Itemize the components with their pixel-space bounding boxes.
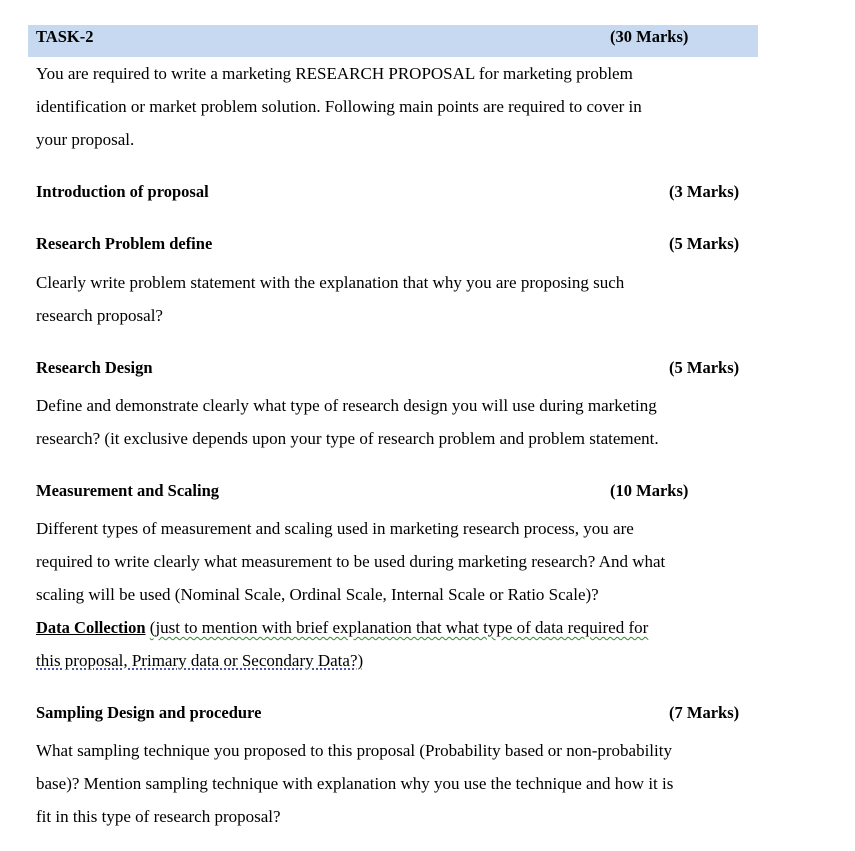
task-marks: (30 Marks)	[610, 27, 689, 46]
section-marks: (3 Marks)	[669, 182, 740, 201]
section-heading: Introduction of proposal	[36, 182, 209, 201]
data-collection-label: Data Collection	[36, 618, 146, 637]
section-line: scaling will be used (Nominal Scale, Ordinal Scale, Internal Scale or Ratio Scale)?	[36, 585, 599, 604]
section-line: required to write clearly what measurement to be used during marketing research? And what	[36, 552, 666, 571]
section-line: fit in this type of research proposal?	[36, 807, 281, 826]
section-line: research? (it exclusive depends upon your type of research problem and problem statement.	[36, 429, 659, 448]
section-heading: Research Design	[36, 358, 153, 377]
section-line: Clearly write problem statement with the explanation that why you are proposing such	[36, 273, 625, 292]
section-heading: Measurement and Scaling	[36, 481, 220, 500]
intro-line: identification or market problem solution. Following main points are required to cover in	[36, 97, 642, 116]
section-heading: Sampling Design and procedure	[36, 703, 262, 722]
data-collection-text: (just to mention with brief explanation that what type of data required for	[149, 618, 649, 637]
task-title: TASK-2	[36, 27, 94, 46]
section-heading: Research Problem define	[36, 234, 213, 253]
data-collection-text: this proposal, Primary data or Secondary Data?)	[36, 651, 364, 670]
section-line: Define and demonstrate clearly what type of research design you will use during marketing	[36, 396, 657, 415]
section-line: What sampling technique you proposed to this proposal (Probability based or non-probability	[36, 741, 672, 760]
section-marks: (5 Marks)	[669, 234, 740, 253]
intro-line: your proposal.	[36, 130, 135, 149]
intro-line: You are required to write a marketing RESEARCH PROPOSAL for marketing problem	[36, 64, 633, 83]
section-marks: (10 Marks)	[610, 481, 689, 500]
section-line: base)? Mention sampling technique with explanation why you use the technique and how it is	[36, 774, 674, 793]
section-marks: (5 Marks)	[669, 358, 740, 377]
section-marks: (7 Marks)	[669, 703, 740, 722]
section-line: Different types of measurement and scaling used in marketing research process, you are	[36, 519, 634, 538]
section-line: research proposal?	[36, 306, 163, 325]
data-collection-line	[36, 617, 648, 639]
